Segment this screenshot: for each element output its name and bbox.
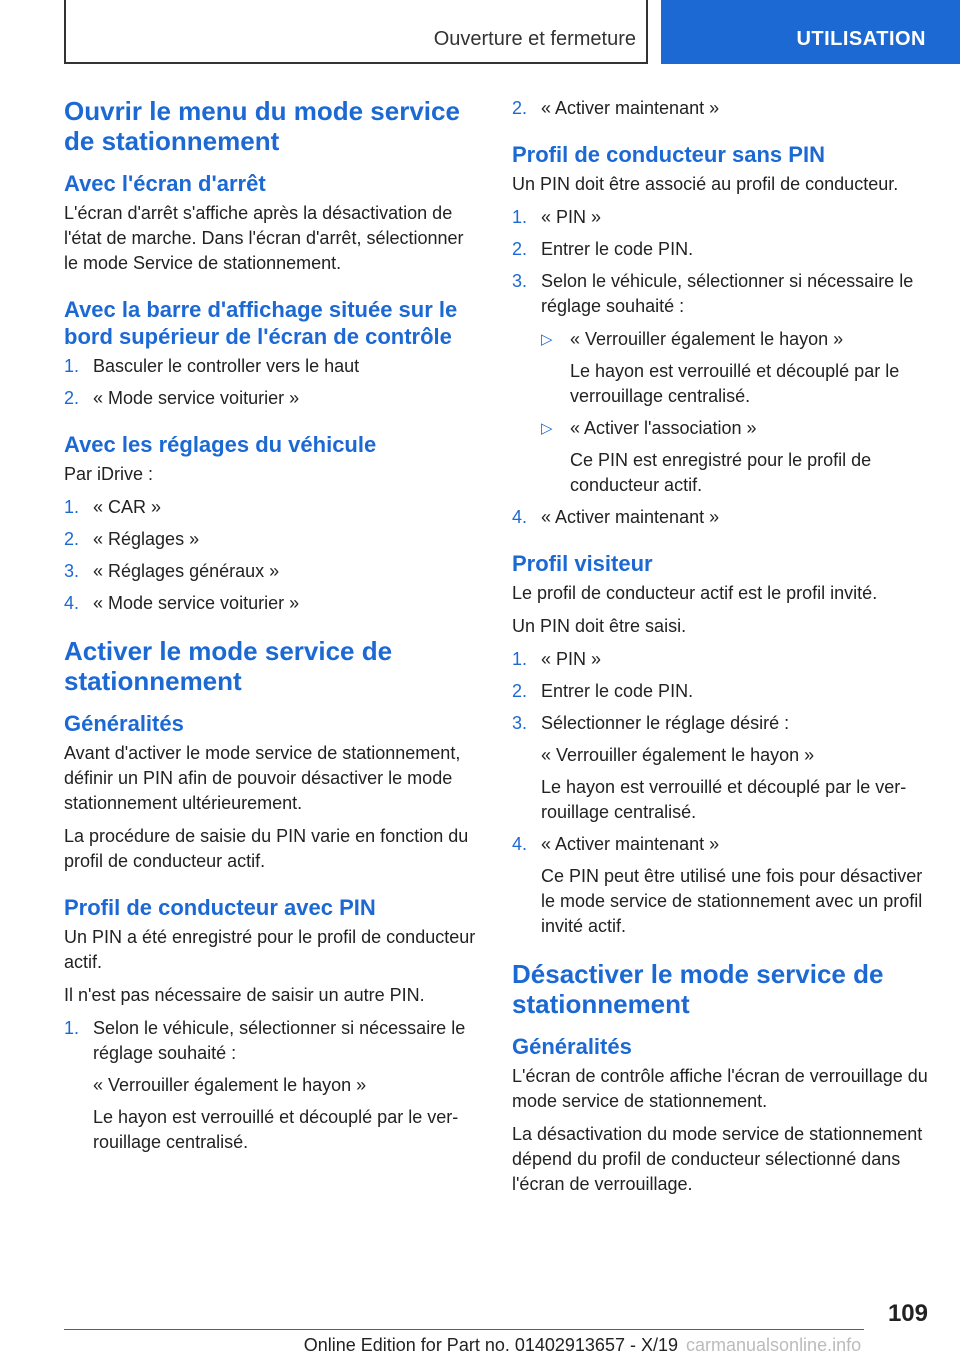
step-number: 2.: [512, 239, 528, 259]
option-list: [541, 327, 928, 498]
option-description: Ce PIN est enregistré pour le profil de conducteur actif.: [570, 450, 872, 495]
step-text: « Réglages »: [93, 529, 200, 549]
list-item: [512, 647, 928, 672]
step-number: 3.: [512, 713, 528, 733]
step-text: « PIN »: [541, 207, 602, 227]
visitor-text-2: Un PIN doit être saisi.: [512, 616, 687, 636]
step-number: 4.: [512, 507, 528, 527]
step-number: 3.: [64, 561, 80, 581]
stop-screen-heading: Avec l'écran d'arrêt: [64, 171, 266, 196]
step-text: « Mode service voiturier »: [93, 388, 300, 408]
list-item: [64, 354, 480, 379]
step-text: Sélectionner le réglage désiré :: [541, 713, 790, 733]
step-text: Entrer le code PIN.: [541, 681, 694, 701]
vehicle-settings-heading: Avec les réglages du véhicule: [64, 432, 377, 457]
step-number: 1.: [64, 356, 80, 376]
step-text: « PIN »: [541, 649, 602, 669]
status-bar-heading: Avec la barre d'affichage située sur le bord supérieur de l'écran de contrôle: [64, 297, 458, 349]
list-item: [512, 205, 928, 230]
without-pin-heading: Profil de conducteur sans PIN: [512, 142, 825, 167]
list-item: [512, 96, 928, 121]
watermark: carmanualsonline.info: [686, 1335, 862, 1355]
with-pin-text-1: Un PIN a été enregistré pour le profil de conducteur actif.: [64, 927, 476, 972]
general-section: [64, 710, 480, 874]
step-number: 1.: [512, 207, 528, 227]
list-item: [541, 416, 928, 498]
list-item: [512, 679, 928, 704]
left-column: [64, 96, 480, 1175]
list-item: [64, 527, 480, 552]
step-option: « Verrouiller également le hayon »: [541, 745, 815, 765]
step-text: Selon le véhicule, sélectionner si nécessaire le réglage souhaité :: [93, 1018, 466, 1063]
visitor-steps: [512, 647, 928, 939]
step-text: « CAR »: [93, 497, 162, 517]
visitor-section: [512, 550, 928, 939]
general-text-1: Avant d'activer le mode service de stationnement, définir un PIN afin de pouvoir désactiver le mode stationnement ultérieurement.: [64, 743, 461, 813]
header-section-title: Ouverture et fermeture: [433, 28, 636, 50]
step-text: « Activer maintenant »: [541, 834, 720, 854]
step-option-description: Le hayon est verrouillé et découplé par le verrouillage centralisé.: [541, 777, 907, 822]
step-number: 4.: [64, 593, 80, 613]
list-item: [64, 495, 480, 520]
right-column: [512, 96, 928, 1217]
step-number: 2.: [512, 98, 528, 118]
visitor-heading: Profil visiteur: [512, 551, 653, 576]
open-menu-heading: Ouvrir le menu du mode service de stationnement: [64, 96, 460, 156]
step-number: 2.: [64, 388, 80, 408]
general-heading: Généralités: [64, 711, 184, 736]
list-item: [512, 711, 928, 825]
with-pin-continued: [512, 96, 928, 121]
deactivate-general-heading: Généralités: [512, 1034, 632, 1059]
list-item: [541, 327, 928, 409]
deactivate-general-text-2: La désactivation du mode service de stationnement dépend du profil de conducteur sélectionné dans l'écran de verrouillage.: [512, 1124, 923, 1194]
step-number: 1.: [512, 649, 528, 669]
triangle-bullet-icon: ▷: [541, 420, 553, 437]
activate-heading: Activer le mode service de stationnement: [64, 636, 393, 696]
list-item: [64, 559, 480, 584]
page-number: 109: [887, 1300, 928, 1327]
vehicle-settings-section: [64, 431, 480, 616]
step-number: 2.: [64, 529, 80, 549]
list-item: [512, 269, 928, 498]
with-pin-section: [64, 894, 480, 1155]
list-item: [512, 832, 928, 939]
step-text: Entrer le code PIN.: [541, 239, 694, 259]
with-pin-steps-continued: [512, 96, 928, 121]
status-bar-section: [64, 296, 480, 411]
step-description: Ce PIN peut être utilisé une fois pour désactiver le mode service de stationnement avec un profil invité actif.: [541, 866, 923, 936]
option-title: « Verrouiller également le hayon »: [570, 329, 844, 349]
step-text: « Mode service voiturier »: [93, 593, 300, 613]
header-chapter-label: UTILISATION: [796, 28, 926, 50]
without-pin-steps: [512, 205, 928, 530]
option-title: « Activer l'association »: [570, 418, 757, 438]
with-pin-steps: [64, 1016, 480, 1155]
visitor-text-1: Le profil de conducteur actif est le profil invité.: [512, 583, 878, 603]
with-pin-heading: Profil de conducteur avec PIN: [64, 895, 376, 920]
step-text: Basculer le controller vers le haut: [93, 356, 360, 376]
without-pin-section: [512, 141, 928, 530]
with-pin-text-2: Il n'est pas nécessaire de saisir un autre PIN.: [64, 985, 425, 1005]
deactivate-heading: Désactiver le mode service de stationnement: [512, 959, 884, 1019]
stop-screen-section: [64, 170, 480, 276]
vehicle-settings-steps: [64, 495, 480, 616]
step-text: « Activer maintenant »: [541, 507, 720, 527]
footer-edition-text: Online Edition for Part no. 01402913657 - X/19: [303, 1335, 678, 1355]
stop-screen-text: L'écran d'arrêt s'affiche après la désactivation de l'état de marche. Dans l'écran d'arrêt, sélectionner le mode Service de stationnement.: [64, 203, 464, 273]
general-text-2: La procédure de saisie du PIN varie en fonction du profil de conducteur actif.: [64, 826, 469, 871]
list-item: [64, 386, 480, 411]
step-number: 1.: [64, 497, 80, 517]
option-description: Le hayon est verrouillé et découplé par le verrouillage centralisé.: [570, 361, 900, 406]
step-number: 2.: [512, 681, 528, 701]
step-text: « Réglages généraux »: [93, 561, 280, 581]
list-item: [64, 1016, 480, 1155]
list-item: [64, 591, 480, 616]
step-text: « Activer maintenant »: [541, 98, 720, 118]
vehicle-settings-intro: Par iDrive :: [64, 464, 154, 484]
step-option-description: Le hayon est verrouillé et découplé par le verrouillage centralisé.: [93, 1107, 459, 1152]
status-bar-steps: [64, 354, 480, 411]
triangle-bullet-icon: ▷: [541, 331, 553, 348]
step-text: Selon le véhicule, sélectionner si nécessaire le réglage souhaité :: [541, 271, 914, 316]
deactivate-general-section: [512, 1033, 928, 1197]
list-item: [512, 237, 928, 262]
step-option: « Verrouiller également le hayon »: [93, 1075, 367, 1095]
step-number: 1.: [64, 1018, 80, 1038]
step-number: 4.: [512, 834, 528, 854]
without-pin-intro: Un PIN doit être associé au profil de conducteur.: [512, 174, 899, 194]
header-chapter-tab: [661, 0, 960, 64]
footer-divider: [64, 1329, 864, 1330]
deactivate-general-text-1: L'écran de contrôle affiche l'écran de verrouillage du mode service de stationnement.: [512, 1066, 928, 1111]
list-item: [512, 505, 928, 530]
step-number: 3.: [512, 271, 528, 291]
